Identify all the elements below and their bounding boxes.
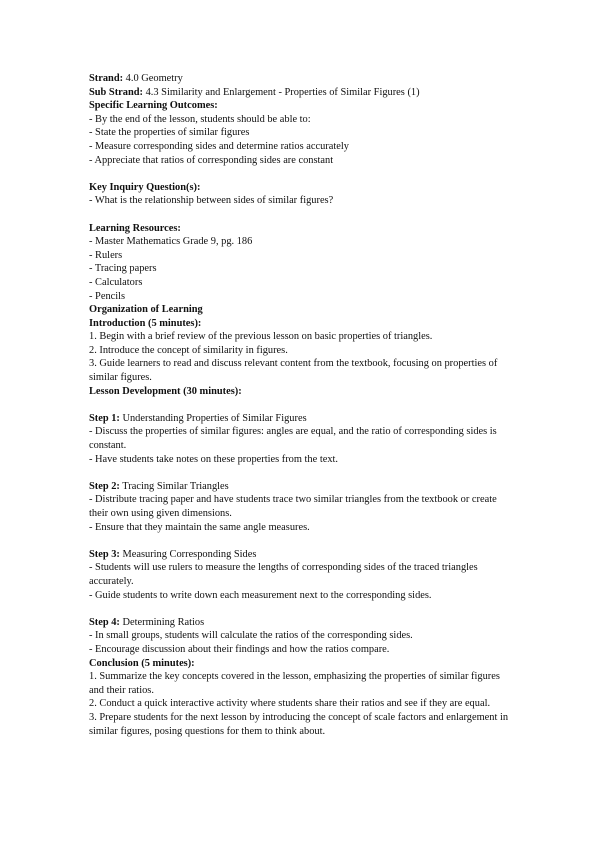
- step-title: Measuring Corresponding Sides: [119, 548, 257, 560]
- step-item: - Ensure that they maintain the same angle measures.: [89, 521, 310, 533]
- spacer: [89, 534, 509, 548]
- step-label: Step 3:: [89, 548, 120, 560]
- lesson-plan-page: [89, 72, 509, 738]
- step-label: Step 4:: [89, 616, 120, 628]
- resource-item: - Tracing papers: [89, 263, 157, 275]
- step-label: Step 1:: [89, 412, 120, 424]
- spacer: [89, 398, 509, 412]
- outcome-item: - Measure corresponding sides and determine ratios accurately: [89, 140, 349, 152]
- step-3-title: [89, 548, 509, 562]
- inquiry-heading: Key Inquiry Question(s):: [89, 181, 201, 193]
- spacer: [89, 208, 509, 222]
- spacer: [89, 602, 509, 616]
- step-label: Step 2:: [89, 480, 120, 492]
- step-item: - Encourage discussion about their findings and how the ratios compare.: [89, 643, 390, 655]
- step-2-title: [89, 480, 509, 494]
- sub-strand-label: Sub Strand:: [89, 86, 143, 98]
- strand-line: [89, 72, 509, 86]
- step-1-title: [89, 412, 509, 426]
- sub-strand-line: [89, 86, 509, 100]
- resource-item: - Calculators: [89, 276, 143, 288]
- resource-item: - Rulers: [89, 249, 123, 261]
- inquiry-item: - What is the relationship between sides of similar figures?: [89, 195, 334, 207]
- step-title: Understanding Properties of Similar Figures: [119, 412, 307, 424]
- outcome-item: - By the end of the lesson, students should be able to:: [89, 113, 311, 125]
- spacer: [89, 167, 509, 181]
- step-item: - Discuss the properties of similar figures: angles are equal, and the ratio of corresponding sides is constant.: [89, 426, 497, 452]
- step-item: - In small groups, students will calculate the ratios of the corresponding sides.: [89, 630, 413, 642]
- resources-heading: Learning Resources:: [89, 222, 181, 234]
- step-item: - Students will use rulers to measure the lengths of corresponding sides of the traced triangles accurately.: [89, 562, 478, 587]
- outcome-item: - Appreciate that ratios of corresponding sides are constant: [89, 154, 334, 166]
- introduction-item: 2. Introduce the concept of similarity in figures.: [89, 344, 288, 356]
- step-item: - Distribute tracing paper and have students trace two similar triangles from the textbook or create their own using given dimensions.: [89, 494, 497, 519]
- conclusion-item: 3. Prepare students for the next lesson by introducing the concept of scale factors and enlargement in similar figures, posing questions for them to think about.: [89, 711, 509, 737]
- step-item: - Guide students to write down each measurement next to the corresponding sides.: [89, 589, 432, 601]
- step-item: - Have students take notes on these properties from the text.: [89, 453, 339, 465]
- organization-heading: Organization of Learning: [89, 304, 203, 316]
- step-4-title: [89, 616, 509, 630]
- conclusion-heading: Conclusion (5 minutes):: [89, 657, 195, 669]
- strand-label: Strand:: [89, 73, 124, 84]
- introduction-item: 3. Guide learners to read and discuss relevant content from the textbook, focusing on properties of similar figures.: [89, 358, 498, 384]
- strand-value: 4.0 Geometry: [123, 73, 183, 84]
- resource-item: - Pencils: [89, 290, 126, 302]
- step-title: Determining Ratios: [119, 616, 205, 628]
- introduction-item: 1. Begin with a brief review of the previous lesson on basic properties of triangles.: [89, 331, 433, 343]
- conclusion-item: 1. Summarize the key concepts covered in the lesson, emphasizing the properties of similar figures and their ratios.: [89, 671, 500, 696]
- introduction-heading: Introduction (5 minutes):: [89, 317, 202, 329]
- outcome-item: - State the properties of similar figures: [89, 127, 250, 139]
- spacer: [89, 466, 509, 480]
- conclusion-item: 2. Conduct a quick interactive activity where students share their ratios and see if they are equal.: [89, 698, 491, 710]
- development-heading: Lesson Development (30 minutes):: [89, 385, 242, 397]
- outcomes-heading: Specific Learning Outcomes:: [89, 100, 218, 112]
- resource-item: - Master Mathematics Grade 9, pg. 186: [89, 236, 253, 248]
- step-title: Tracing Similar Triangles: [119, 480, 229, 492]
- sub-strand-value: 4.3 Similarity and Enlargement - Properties of Similar Figures (1): [143, 86, 420, 98]
